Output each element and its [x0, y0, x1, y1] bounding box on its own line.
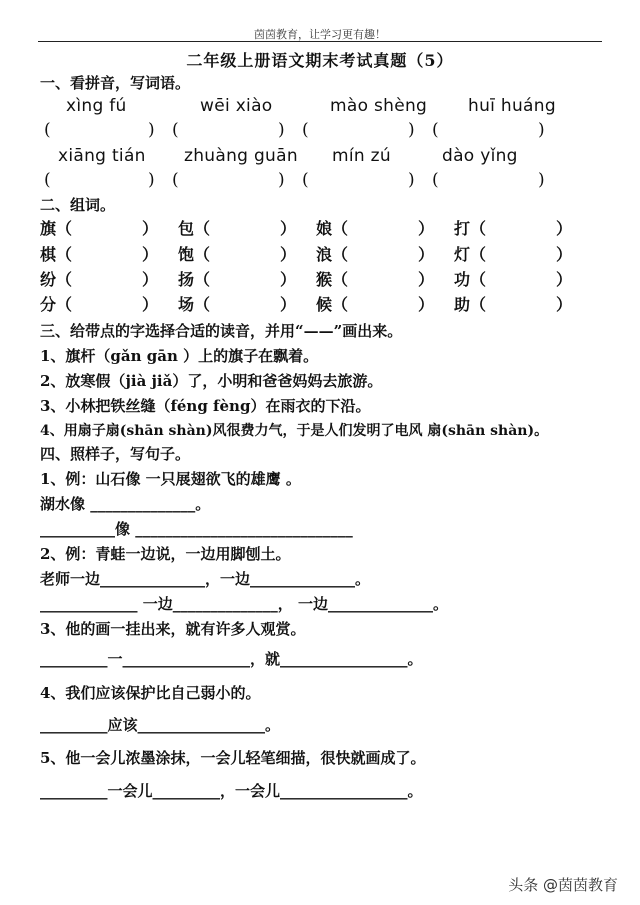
answer-box-open: （ — [332, 219, 349, 238]
group-char: 棋 — [40, 245, 57, 264]
answer-box-close: ） — [556, 270, 573, 289]
pinyin-1: xìng fú — [66, 96, 127, 116]
section-4-heading: 四、照样子，写句子。 — [40, 445, 191, 463]
answer-box-close: ） — [556, 219, 573, 238]
section-1-heading: 一、看拼音，写词语。 — [40, 74, 191, 92]
exercise-5: _________一会儿_________，一会儿_________________。 — [40, 782, 423, 800]
footer-watermark: 头条 @茵茵教育 — [508, 876, 618, 894]
answer-box-close: ） — [142, 219, 159, 238]
answer-box-close: ） — [418, 295, 435, 314]
pronunciation-item-3: 3、小林把铁丝缝（féng fèng）在雨衣的下沿。 — [40, 397, 371, 415]
example-4: 4、我们应该保护比自己弱小的。 — [40, 684, 261, 702]
answer-box-open: ( — [44, 170, 51, 190]
pinyin-2: wēi xiào — [200, 96, 273, 116]
pinyin-7: mín zú — [332, 146, 391, 166]
answer-box-close: ） — [142, 295, 159, 314]
answer-box-open: （ — [470, 245, 487, 264]
group-char: 灯 — [454, 245, 471, 264]
answer-box-open: （ — [332, 245, 349, 264]
answer-box-close: ) — [148, 120, 155, 140]
answer-box-open: ( — [432, 120, 439, 140]
group-char: 打 — [454, 219, 471, 238]
group-char: 候 — [316, 295, 333, 314]
answer-box-close: ) — [538, 170, 545, 190]
answer-box-close: ） — [418, 245, 435, 264]
group-char: 包 — [178, 219, 195, 238]
answer-box-open: （ — [56, 219, 73, 238]
exercise-2a: 老师一边______________，一边______________。 — [40, 570, 371, 588]
answer-box-open: （ — [194, 295, 211, 314]
answer-box-open: ( — [44, 120, 51, 140]
answer-box-close: ） — [142, 245, 159, 264]
answer-box-close: ） — [280, 219, 297, 238]
answer-box-open: （ — [332, 295, 349, 314]
pinyin-6: zhuàng guān — [184, 146, 298, 166]
answer-box-open: ( — [172, 120, 179, 140]
section-2-heading: 二、组词。 — [40, 196, 116, 214]
exercise-4: _________应该_________________。 — [40, 716, 281, 734]
answer-box-open: （ — [56, 295, 73, 314]
example-5: 5、他一会儿浓墨涂抹，一会儿轻笔细描，很快就画成了。 — [40, 749, 426, 767]
group-char: 纷 — [40, 270, 57, 289]
group-char: 浪 — [316, 245, 333, 264]
section-3-heading: 三、给带点的字选择合适的读音，并用“——”画出来。 — [40, 322, 403, 340]
exercise-3: _________一_________________，就_________________。 — [40, 650, 423, 668]
pinyin-5: xiāng tián — [58, 146, 146, 166]
group-char: 功 — [454, 270, 471, 289]
example-3: 3、他的画一挂出来，就有许多人观赏。 — [40, 620, 306, 638]
pinyin-3: mào shèng — [330, 96, 428, 116]
answer-box-close: ) — [148, 170, 155, 190]
answer-box-close: ） — [142, 270, 159, 289]
answer-box-open: （ — [332, 270, 349, 289]
group-char: 旗 — [40, 219, 57, 238]
answer-box-open: （ — [470, 295, 487, 314]
answer-box-open: （ — [56, 270, 73, 289]
group-char: 扬 — [178, 270, 195, 289]
answer-box-open: （ — [194, 219, 211, 238]
answer-box-open: ( — [432, 170, 439, 190]
answer-box-open: ( — [172, 170, 179, 190]
group-char: 助 — [454, 295, 471, 314]
header-divider — [38, 41, 602, 42]
answer-box-close: ） — [418, 219, 435, 238]
answer-box-close: ) — [408, 120, 415, 140]
example-2: 2、例：青蛙一边说，一边用脚刨土。 — [40, 545, 291, 563]
header-slogan: 茵茵教育，让学习更有趣！ — [254, 28, 386, 41]
answer-box-close: ） — [280, 245, 297, 264]
answer-box-open: （ — [194, 245, 211, 264]
pronunciation-item-1: 1、旗杆（gǎn gān ）上的旗子在飘着。 — [40, 347, 319, 365]
page-title: 二年级上册语文期末考试真题（5） — [186, 51, 454, 70]
answer-box-open: （ — [194, 270, 211, 289]
pinyin-8: dào yǐng — [442, 146, 518, 166]
example-1: 1、例：山石像 一只展翅欲飞的雄鹰 。 — [40, 470, 301, 488]
answer-box-open: ( — [302, 120, 309, 140]
pronunciation-item-4: 4、用扇子扇(shān shàn)风很费力气，于是人们发明了电风 扇(shān shàn)。 — [40, 423, 549, 439]
answer-box-close: ） — [280, 295, 297, 314]
answer-box-open: ( — [302, 170, 309, 190]
answer-box-close: ） — [280, 270, 297, 289]
group-char: 分 — [40, 295, 57, 314]
group-char: 猴 — [316, 270, 333, 289]
answer-box-close: ) — [278, 120, 285, 140]
pinyin-4: huī huáng — [468, 96, 556, 116]
answer-box-open: （ — [470, 219, 487, 238]
group-char: 娘 — [316, 219, 333, 238]
answer-box-open: （ — [470, 270, 487, 289]
exercise-1a: 湖水像 ______________。 — [40, 495, 211, 513]
answer-box-close: ) — [408, 170, 415, 190]
answer-box-close: ) — [538, 120, 545, 140]
answer-box-close: ） — [418, 270, 435, 289]
exercise-2b: _____________ 一边______________， 一边______________。 — [40, 595, 448, 613]
answer-box-open: （ — [56, 245, 73, 264]
pronunciation-item-2: 2、放寒假（jià jiǎ）了，小明和爸爸妈妈去旅游。 — [40, 372, 383, 390]
group-char: 场 — [178, 295, 195, 314]
group-char: 饱 — [178, 245, 195, 264]
exercise-1b: __________像 _____________________________ — [40, 520, 353, 538]
answer-box-close: ） — [556, 295, 573, 314]
answer-box-close: ) — [278, 170, 285, 190]
answer-box-close: ） — [556, 245, 573, 264]
